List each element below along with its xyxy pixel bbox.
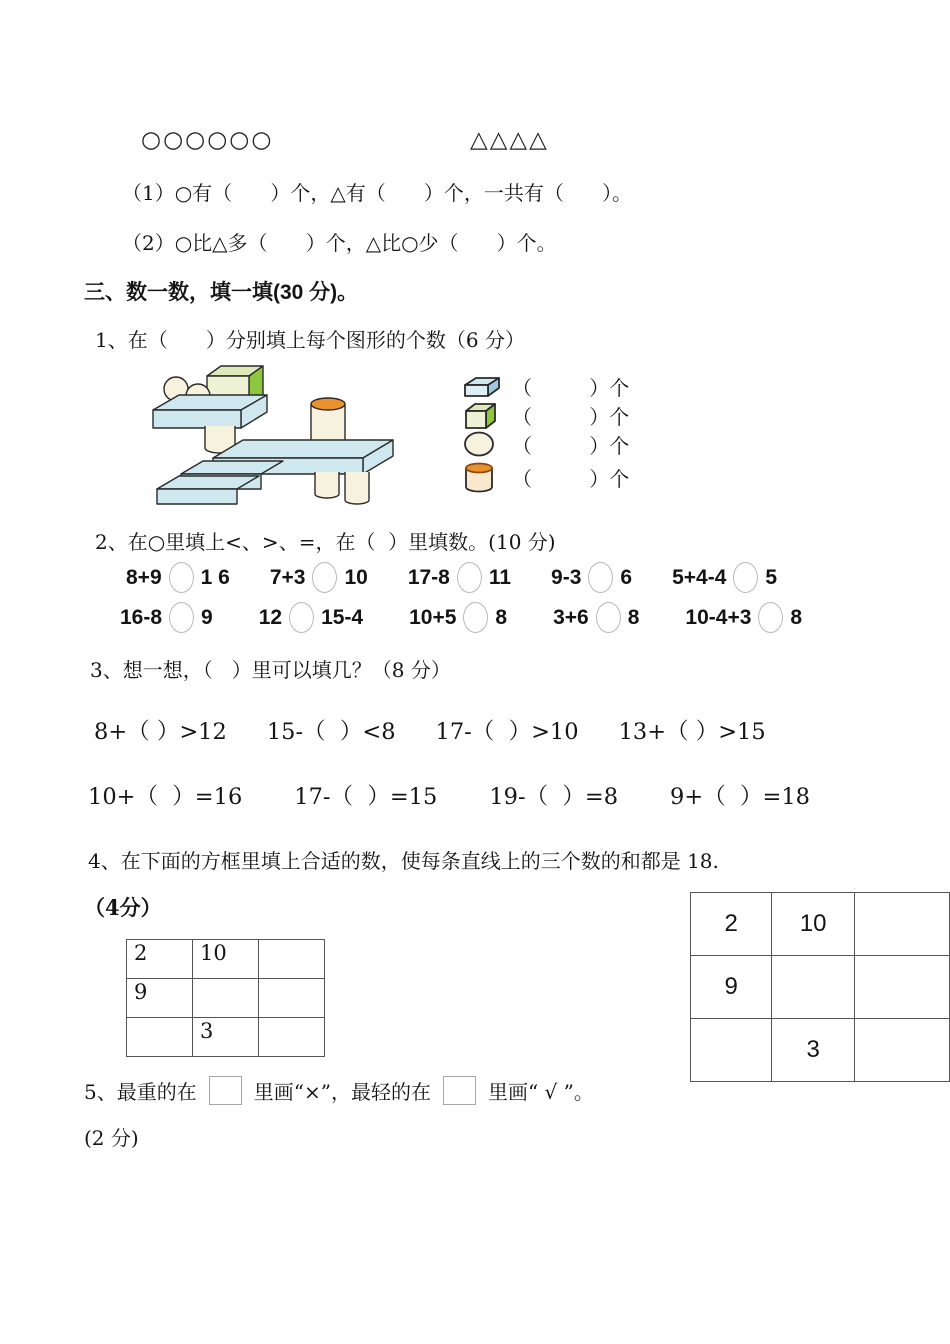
shape-row-cuboid xyxy=(462,374,629,399)
q2-row1 xyxy=(126,562,777,593)
compare-circle[interactable] xyxy=(289,602,314,633)
q2-item: 16-8 9 xyxy=(120,602,213,633)
compare-circle[interactable] xyxy=(733,562,758,593)
cuboid-blank[interactable]: （ ）个 xyxy=(512,376,630,400)
q2-prompt: 2、在○里填上<、>、=，在（ ）里填数。(10 分) xyxy=(95,530,556,554)
q5-points: (2 分) xyxy=(84,1126,139,1150)
warmup-line-2: （2）○比△多（ ）个，△比○少（ ）个。 xyxy=(122,231,557,255)
grid-cell[interactable] xyxy=(691,1019,772,1082)
q3-equation[interactable]: 13+（ ）>15 xyxy=(618,719,766,745)
compare-circle[interactable] xyxy=(169,562,194,593)
q2-item: 9-3 6 xyxy=(551,562,632,593)
q5-text-3: 里画“ √ ”。 xyxy=(487,1080,594,1104)
q3-prompt: 3、想一想，（ ）里可以填几？（8 分） xyxy=(90,658,451,682)
grid-cell[interactable]: 10 xyxy=(772,893,854,956)
shape-row-sphere xyxy=(462,432,629,457)
compare-circle[interactable] xyxy=(758,602,783,633)
grid-cell[interactable] xyxy=(854,893,949,956)
compare-circle[interactable] xyxy=(169,602,194,633)
q3-equation[interactable]: 15-（ ）<8 xyxy=(266,719,396,745)
grid-cell[interactable]: 2 xyxy=(691,893,772,956)
grid-cell[interactable] xyxy=(259,940,325,979)
q3-row1 xyxy=(94,714,766,746)
q5-text-1: 5、最重的在 xyxy=(84,1080,197,1104)
blocks-illustration-svg xyxy=(145,360,423,510)
q4-points: （4分） xyxy=(84,895,162,920)
compare-circle[interactable] xyxy=(588,562,613,593)
q3-row2 xyxy=(88,779,810,811)
cuboid-icon xyxy=(462,374,502,400)
q2-item: 5+4-4 5 xyxy=(672,562,777,593)
q2-item: 10-4+3 8 xyxy=(685,602,802,633)
circles-row: ○○○○○○ xyxy=(141,127,274,153)
cylinder-blank[interactable]: （ ）个 xyxy=(512,466,630,491)
compare-circle[interactable] xyxy=(457,562,482,593)
grid-cell[interactable]: 10 xyxy=(193,940,259,979)
compare-circle[interactable] xyxy=(463,602,488,633)
warmup-line-1: （1）○有（ ）个，△有（ ）个，一共有（ ）。 xyxy=(122,181,632,205)
shape-row-cylinder xyxy=(462,461,629,493)
grid-cell[interactable] xyxy=(772,956,854,1019)
q4-prompt: 4、在下面的方框里填上合适的数，使每条直线上的三个数的和都是 18. xyxy=(88,849,719,873)
q3-equation[interactable]: 19-（ ）=8 xyxy=(489,784,619,810)
q5-line xyxy=(84,1076,594,1105)
q3-equation[interactable]: 8+（ ）>12 xyxy=(94,719,227,745)
q2-item: 17-8 11 xyxy=(408,562,511,593)
grid-cell[interactable] xyxy=(193,979,259,1018)
cube-icon xyxy=(462,401,502,430)
grid-cell[interactable] xyxy=(259,1018,325,1057)
q2-item: 10+5 8 xyxy=(409,602,507,633)
grid-cell[interactable]: 3 xyxy=(193,1018,259,1057)
blocks-illustration xyxy=(145,360,423,514)
grid-cell[interactable]: 9 xyxy=(127,979,193,1018)
grid-cell[interactable] xyxy=(127,1018,193,1057)
q2-item: 12 15-4 xyxy=(259,602,363,633)
q3-equation[interactable]: 17-（ ）>10 xyxy=(435,719,579,745)
q2-row2 xyxy=(120,602,802,633)
compare-circle[interactable] xyxy=(312,562,337,593)
q5-text-2: 里画“×”，最轻的在 xyxy=(253,1080,431,1104)
cube-blank[interactable]: （ ）个 xyxy=(512,405,630,429)
shape-answer-list xyxy=(462,374,629,493)
grid-cell[interactable]: 9 xyxy=(691,956,772,1019)
q2-item: 3+6 8 xyxy=(553,602,639,633)
q1-prompt: 1、在（ ）分别填上每个图形的个数（6 分） xyxy=(95,328,525,352)
compare-circle[interactable] xyxy=(596,602,621,633)
lightest-checkbox[interactable] xyxy=(443,1076,476,1105)
sphere-blank[interactable]: （ ）个 xyxy=(512,434,630,458)
shape-row-cube xyxy=(462,403,629,428)
section-heading: 三、数一数，填一填(30 分)。 xyxy=(84,281,359,304)
sum-grid-small xyxy=(126,939,325,1057)
q2-item: 7+3 10 xyxy=(270,562,368,593)
sum-grid-large xyxy=(690,892,950,1082)
q3-equation[interactable]: 9+（ ）=18 xyxy=(670,784,810,810)
cylinder-icon xyxy=(462,461,502,493)
triangles-row: △△△△ xyxy=(470,127,549,153)
q3-equation[interactable]: 10+（ ）=16 xyxy=(88,784,243,810)
q2-item: 8+9 1 6 xyxy=(126,562,230,593)
heaviest-checkbox[interactable] xyxy=(209,1076,242,1105)
grid-cell[interactable] xyxy=(854,1019,949,1082)
grid-cell[interactable] xyxy=(259,979,325,1018)
grid-cell[interactable] xyxy=(854,956,949,1019)
grid-cell[interactable]: 3 xyxy=(772,1019,854,1082)
q3-equation[interactable]: 17-（ ）=15 xyxy=(294,784,438,810)
grid-cell[interactable]: 2 xyxy=(127,940,193,979)
sphere-icon xyxy=(462,431,502,458)
